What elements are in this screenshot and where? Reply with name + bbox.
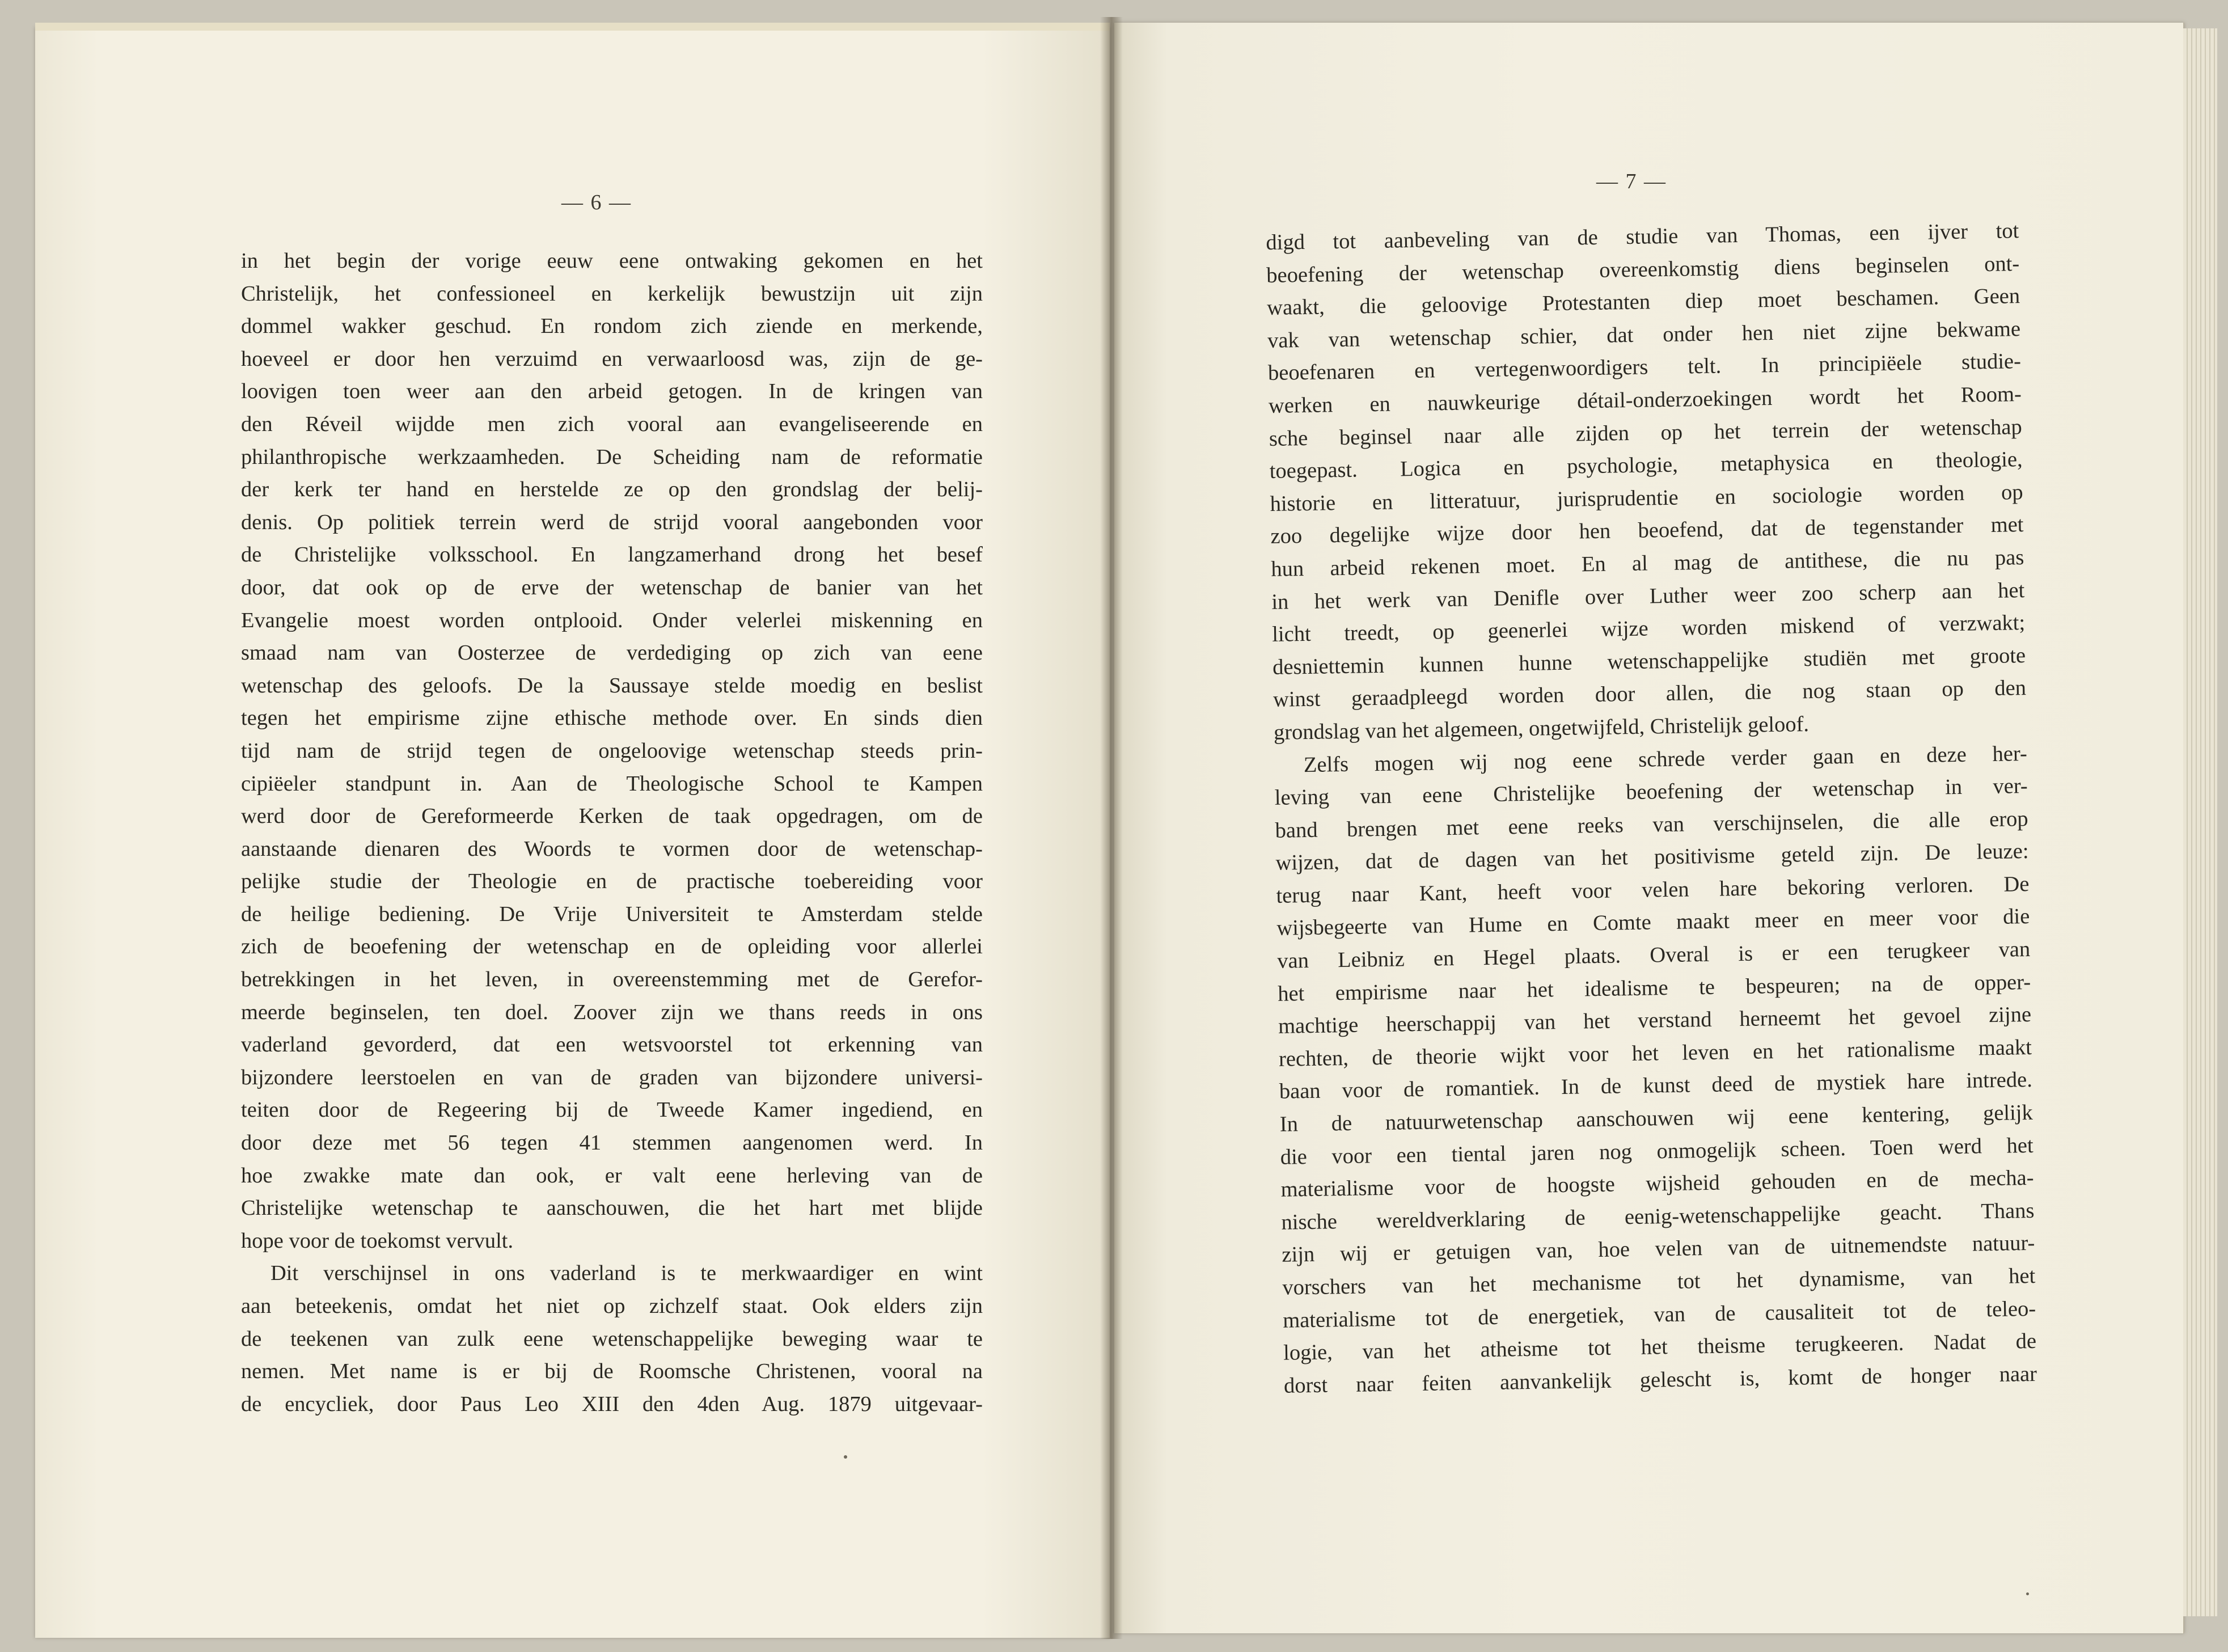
text-line: leving van eene Christelijke beoefening der wetenschap in ver-: [1274, 774, 2028, 810]
text-line: zijn wij er getuigen van, hoe velen van de uitnemendste natuur-: [1282, 1231, 2035, 1267]
text-line: bijzondere leerstoelen en van de graden van bijzondere universi-: [241, 1065, 983, 1089]
text-line: winst geraadpleegd worden door allen, die nog staan op den: [1272, 676, 2027, 712]
text-line: rechten, de theorie wijkt voor het leven en het rationalisme maakt: [1278, 1035, 2032, 1071]
text-line: vaderland gevorderd, dat een wetsvoorstel tot erkenning van: [241, 1033, 983, 1057]
text-line: logie, van het atheisme tot het theisme terugkeeren. Nadat de: [1283, 1329, 2037, 1365]
text-line: tijd nam de strijd tegen de ongeloovige wetenschap steeds prin-: [241, 738, 983, 763]
text-line: band brengen met eene reeks van verschijnselen, die alle erop: [1275, 806, 2028, 843]
text-line: zoo degelijke wijze door hen beoefend, dat de tegenstander met: [1270, 513, 2024, 549]
text-line: historie en litteratuur, jurisprudentie en sociologie worden op: [1270, 480, 2023, 516]
text-line: terug naar Kant, heeft voor velen hare bekoring verloren. De: [1276, 872, 2030, 908]
text-line: beoefening der wetenschap overeenkomstig diens beginselen ont-: [1266, 251, 2020, 288]
book-gutter: [1100, 17, 1123, 1639]
page-number-left: — 6 —: [561, 191, 632, 214]
text-line: de Christelijke volksschool. En langzamerhand drong het besef: [241, 543, 983, 567]
text-line: door deze met 56 tegen 41 stemmen aangenomen werd. In: [241, 1131, 983, 1155]
text-line: hoeveel er door hen verzuimd en verwaarloosd was, zijn de ge-: [241, 347, 983, 371]
text-line: baan voor de romantiek. In de kunst deed de mystiek hare intrede.: [1279, 1068, 2033, 1104]
text-line: nemen. Met name is er bij de Roomsche Christenen, vooral na: [241, 1359, 983, 1384]
text-line: wijzen, dat de dagen van het positivisme geteld zijn. De leuze:: [1275, 839, 2029, 876]
text-line: betrekkingen in het leven, in overeenstemming met de Gerefor-: [241, 967, 983, 992]
text-line: de teekenen van zulk eene wetenschappelijke beweging waar te: [241, 1326, 983, 1351]
text-line: der kerk ter hand en herstelde ze op den grondslag der belij-: [241, 478, 983, 502]
text-line: tegen het empirisme zijne ethische methode over. En sinds dien: [241, 706, 983, 730]
text-line: in het werk van Denifle over Luther weer zoo scherp aan het: [1271, 578, 2025, 614]
text-line: den Réveil wijdde men zich vooral aan evangeliseerende en: [241, 412, 983, 436]
text-line: cipiëeler standpunt in. Aan de Theologische School te Kampen: [241, 771, 983, 796]
text-line: machtige heerschappij van het verstand herneemt het gevoel zijne: [1278, 1003, 2032, 1039]
text-line: wijsbegeerte van Hume en Comte maakt meer en meer voor die: [1276, 905, 2030, 941]
text-line: Christelijk, het confessioneel en kerkelijk bewustzijn uit zijn: [241, 281, 983, 306]
text-line: denis. Op politiek terrein werd de strijd vooral aangebonden voor: [241, 510, 983, 534]
text-line: aanstaande dienaren des Woords te vormen door de wetenschap-: [241, 836, 983, 861]
text-line: toegepast. Logica en psychologie, metaphysica en theologie,: [1269, 447, 2023, 484]
text-line: In de natuurwetenschap aanschouwen wij eene kentering, gelijk: [1279, 1100, 2033, 1136]
text-line: hope voor de toekomst vervult.: [241, 1228, 514, 1253]
ink-speck: [2026, 1592, 2029, 1595]
text-line: aan beteekenis, omdat het niet op zichzelf staat. Ook elders zijn: [241, 1294, 983, 1318]
text-line: waakt, die geloovige Protestanten diep moet beschamen. Geen: [1266, 284, 2020, 320]
text-line: vak van wetenschap schier, dat onder hen niet zijne bekwame: [1267, 316, 2021, 353]
text-line: werken en nauwkeurige détail-onderzoekingen wordt het Room-: [1268, 382, 2022, 418]
text-line: sche beginsel naar alle zijden op het terrein der wetenschap: [1269, 415, 2023, 451]
text-line: digd tot aanbeveling van de studie van Thomas, een ijver tot: [1266, 219, 2019, 255]
text-line: loovigen toen weer aan den arbeid getogen. In de kringen van: [241, 379, 983, 404]
text-line: Zelfs mogen wij nog eene schrede verder gaan en deze her-: [1303, 741, 2028, 777]
text-line: pelijke studie der Theologie en de practische toebereiding voor: [241, 869, 983, 894]
text-line: desniettemin kunnen hunne wetenschappelijke studiën met groote: [1272, 643, 2026, 679]
text-line: licht treedt, op geenerlei wijze worden miskend of verzwakt;: [1271, 611, 2026, 647]
text-line: Evangelie moest worden ontplooid. Onder velerlei miskenning en: [241, 608, 983, 632]
text-line: Dit verschijnsel in ons vaderland is te merkwaardiger en wint: [270, 1261, 983, 1286]
text-line: zich de beoefening der wetenschap en de opleiding voor allerlei: [241, 935, 983, 959]
text-line: in het begin der vorige eeuw eene ontwaking gekomen en het: [241, 249, 983, 273]
text-line: van Leibniz en Hegel plaats. Overal is er een terugkeer van: [1277, 937, 2031, 973]
text-line: vorschers van het mechanisme tot het dynamisme, van het: [1282, 1264, 2036, 1300]
page-number-right: — 7 —: [1596, 170, 1667, 193]
text-line: materialisme tot de energetiek, van de causaliteit tot de teleo-: [1282, 1296, 2036, 1333]
ink-speck: [844, 1455, 847, 1459]
text-line: beoefenaren en vertegenwoordigers telt. In principiëele studie-: [1267, 349, 2022, 386]
text-line: hoe zwakke mate dan ook, er valt eene herleving van de: [241, 1163, 983, 1188]
text-line: wetenschap des geloofs. De la Saussaye stelde moedig en beslist: [241, 673, 983, 698]
text-line: dommel wakker geschud. En rondom zich ziende en merkende,: [241, 314, 983, 339]
text-line: teiten door de Regeering bij de Tweede Kamer ingediend, en: [241, 1098, 983, 1122]
left-page-body-text: [241, 245, 983, 1421]
text-line: door, dat ook op de erve der wetenschap de banier van het: [241, 575, 983, 599]
text-line: smaad nam van Oosterzee de verdediging op zich van eene: [241, 641, 983, 665]
text-line: materialisme voor de hoogste wijsheid gehouden en de mecha-: [1280, 1166, 2034, 1202]
text-line: het empirisme naar het idealisme te bespeuren; na de opper-: [1277, 970, 2031, 1006]
text-line: hun arbeid rekenen moet. En al mag de antithese, die nu pas: [1271, 546, 2024, 581]
text-line: die voor een tiental jaren nog onmogelijk scheen. Toen werd het: [1280, 1133, 2033, 1169]
text-line: meerde beginselen, ten doel. Zoover zijn we thans reeds in ons: [241, 1000, 983, 1024]
text-line: werd door de Gereformeerde Kerken de taak opgedragen, om de: [241, 804, 983, 829]
text-line: de heilige bediening. De Vrije Universiteit te Amsterdam stelde: [241, 902, 983, 926]
text-line: nische wereldverklaring de eenig-wetenschappelijke geacht. Thans: [1281, 1198, 2035, 1235]
text-line: Christelijke wetenschap te aanschouwen, die het hart met blijde: [241, 1196, 983, 1220]
text-line: philanthropische werkzaamheden. De Scheiding nam de reformatie: [241, 445, 983, 469]
text-line: dorst naar feiten aanvankelijk gelescht is, komt de honger naar: [1283, 1362, 2037, 1398]
page-stack-edge: [2183, 28, 2217, 1616]
text-line: grondslag van het algemeen, ongetwijfeld, Christelijk geloof.: [1273, 712, 1810, 745]
left-page-top-edge: [35, 23, 1110, 31]
right-page-body-text: [1266, 215, 2037, 1402]
text-line: de encycliek, door Paus Leo XIII den 4den Aug. 1879 uitgevaar-: [241, 1392, 983, 1416]
